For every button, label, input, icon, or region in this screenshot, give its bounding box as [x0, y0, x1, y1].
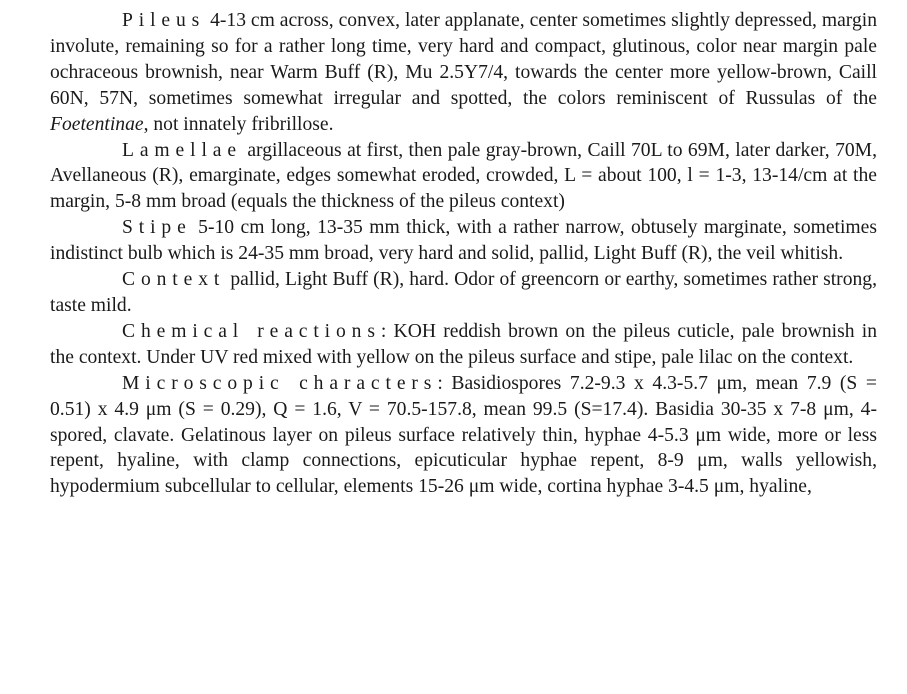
document-page [50, 8, 877, 500]
context-paragraph [50, 267, 877, 319]
heading-colon: : [380, 320, 387, 342]
lamellae-text: argillaceous at first, then pale gray-brown, Caill 70L to 69M, later darker, 70M, Avellaneous (R), emarginate, edges somewhat eroded, crowded, L = about 100, l = 1-3, 13-14/cm at the margin, 5-8 mm broad (equals the thickness of the pileus context) [50, 139, 877, 213]
lamellae-heading: Lamellae [122, 139, 242, 161]
pileus-text: 4-13 cm across, convex, later applanate, center sometimes slightly depressed, margin involute, remaining so for a rather long time, very hard and compact, glutinous, color near margin pale ochraceous brownish, near Warm Buff (R), Mu 2.5Y7/4, towards the center more yellow-brown, Caill 60N, 57N, sometimes somewhat irregular and spotted, the colors reminiscent of Russulas of the [50, 10, 877, 109]
stipe-paragraph [50, 215, 877, 267]
heading-colon: : [437, 372, 443, 394]
chemical-reactions-text: KOH reddish brown on the pileus cuticle, pale brownish in the context. Under UV red mixed with yellow on the pileus surface and stipe, pale lilac on the context. [50, 320, 878, 368]
pileus-italic-term: Foetentinae [50, 113, 144, 135]
microscopic-characters-text: Basidiospores 7.2-9.3 x 4.3-5.7 μm, mean 7.9 (S = 0.51) x 4.9 μm (S = 0.29), Q = 1.6, V = 70.5-157.8, mean 99.5 (S=17.4). Basidia 30-35 x 7-8 μm, 4-spored, clavate. Gelatinous layer on pileus surface relatively thin, hyphae 4-5.3 μm wide, more or less repent, hyaline, with clamp connections, epicuticular hyphae repent, 8-9 μm, walls yellowish, hypodermium subcellular to cellular, elements 15-26 μm wide, cortina hyphae 3-4.5 μm, hyaline, [50, 372, 877, 498]
context-heading: Context [122, 269, 226, 291]
pileus-heading: Pileus [122, 10, 206, 31]
context-text: pallid, Light Buff (R), hard. Odor of greencorn or earthy, sometimes rather strong, taste mild. [50, 269, 877, 316]
pileus-paragraph [50, 8, 877, 138]
microscopic-characters-paragraph [50, 371, 877, 501]
stipe-text: 5-10 cm long, 13-35 mm thick, with a rather narrow, obtusely marginate, sometimes indistinct bulb which is 24-35 mm broad, very hard and solid, pallid, Light Buff (R), the veil whitish. [50, 217, 877, 265]
chemical-reactions-heading: Chemical reactions [122, 320, 381, 342]
pileus-text-end: , not innately fribrillose. [143, 113, 334, 135]
chemical-reactions-paragraph [50, 319, 877, 371]
microscopic-characters-heading: Microscopic characters [122, 372, 438, 394]
stipe-heading: Stipe [122, 217, 192, 239]
lamellae-paragraph [50, 138, 877, 216]
